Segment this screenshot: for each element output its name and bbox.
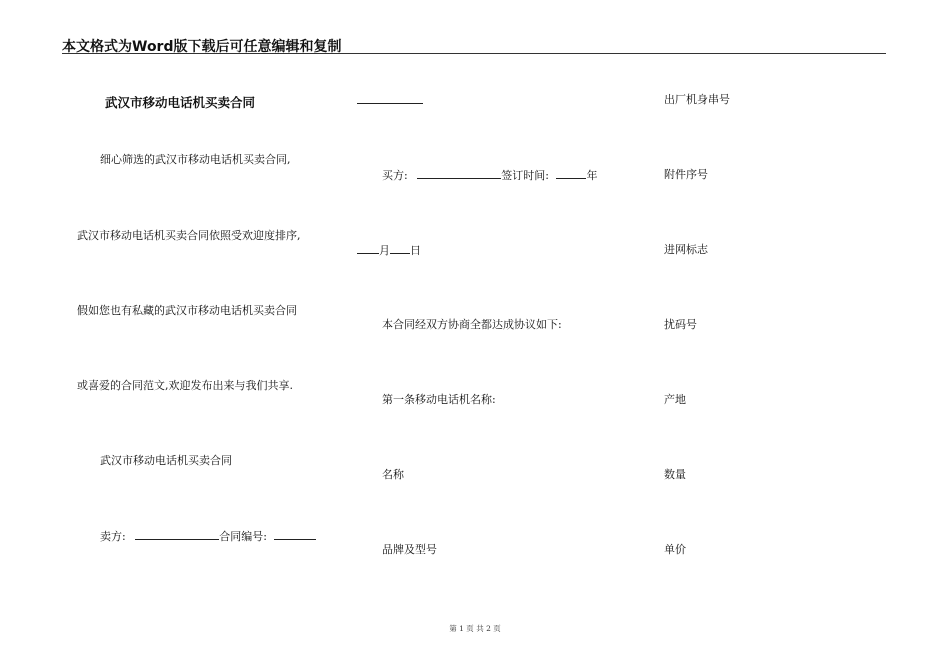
header-divider [62, 53, 886, 54]
name-field: 名称 [382, 468, 404, 481]
day-label: 日 [410, 244, 421, 257]
sign-time-label: 签订时间: [501, 169, 549, 182]
buyer-line [382, 168, 597, 183]
seller-blank [135, 529, 219, 540]
top-blank-line [357, 93, 423, 108]
origin-field: 产地 [664, 393, 686, 406]
intro-line-2: 武汉市移动电话机买卖合同依照受欢迎度排序, [77, 229, 301, 242]
seller-label: 卖方: [100, 530, 126, 543]
contract-subtitle: 武汉市移动电话机买卖合同 [100, 454, 232, 467]
buyer-label: 买方: [382, 169, 408, 182]
serial-number-field: 出厂机身串号 [664, 93, 730, 106]
seller-line [100, 529, 316, 544]
intro-line-3: 假如您也有私藏的武汉市移动电话机买卖合同 [77, 304, 297, 317]
date-line [357, 243, 421, 258]
page-number: 第 1 页 共 2 页 [449, 624, 501, 633]
unit-price-field: 单价 [664, 543, 686, 556]
intro-line-1: 细心筛选的武汉市移动电话机买卖合同, [100, 153, 291, 166]
day-blank [390, 243, 410, 254]
brand-model-field: 品牌及型号 [382, 543, 437, 556]
year-blank [556, 168, 586, 179]
agreement-line: 本合同经双方协商全都达成协议如下: [382, 318, 562, 331]
header-banner: 本文格式为Word版下载后可任意编辑和复制 [62, 39, 342, 55]
month-blank [357, 243, 379, 254]
intro-line-4: 或喜爱的合同范文,欢迎发布出来与我们共享. [77, 379, 293, 392]
accessory-number-field: 附件序号 [664, 168, 708, 181]
article-1: 第一条移动电话机名称: [382, 393, 496, 406]
network-mark-field: 进网标志 [664, 243, 708, 256]
scramble-code-field: 扰码号 [664, 318, 697, 331]
contract-no-blank [274, 529, 316, 540]
top-blank [357, 93, 423, 104]
buyer-blank [417, 168, 501, 179]
document-title: 武汉市移动电话机买卖合同 [105, 95, 256, 110]
quantity-field: 数量 [664, 468, 686, 481]
contract-no-label: 合同编号: [219, 530, 267, 543]
month-label: 月 [379, 244, 390, 257]
year-label: 年 [586, 169, 598, 182]
